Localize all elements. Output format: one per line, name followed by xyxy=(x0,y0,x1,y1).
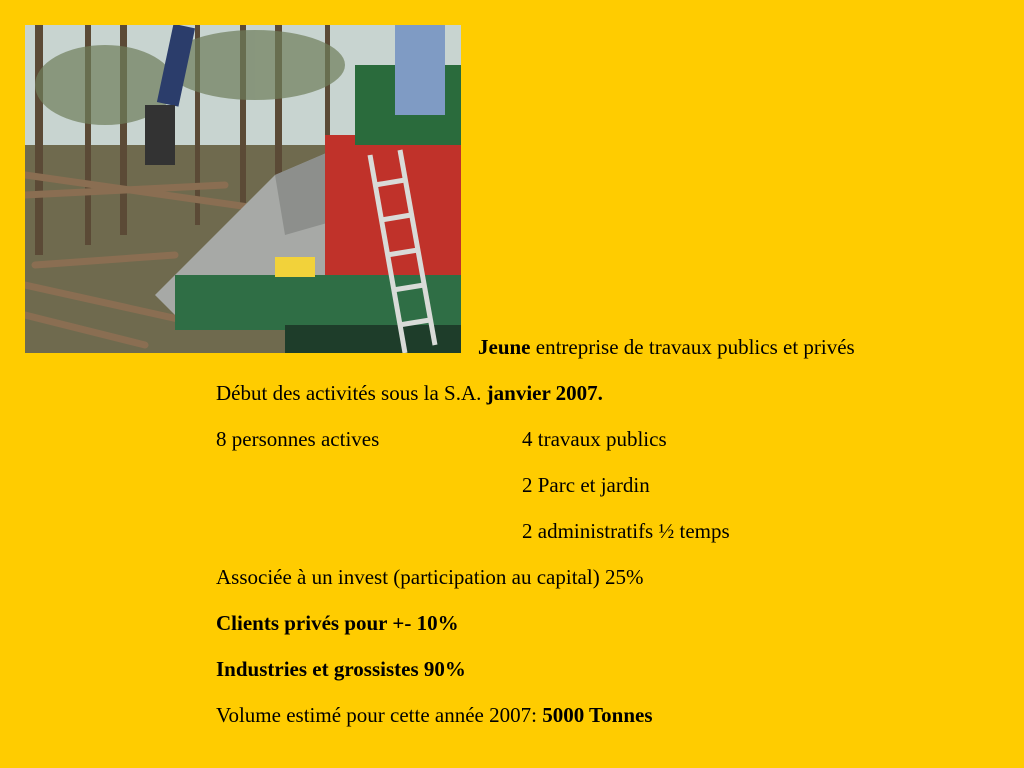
start-date-text: Début des activités sous la S.A. xyxy=(216,381,487,405)
intro-bold: Jeune xyxy=(478,335,531,359)
start-date-bold: janvier 2007. xyxy=(486,381,603,405)
volume-text: Volume estimé pour cette année 2007: xyxy=(216,703,543,727)
staff-admin: 2 administratifs ½ temps xyxy=(522,519,730,543)
staff-park-garden: 2 Parc et jardin xyxy=(522,473,650,497)
machine-photo xyxy=(25,25,461,353)
private-clients-line xyxy=(216,611,459,635)
volume-line xyxy=(216,703,653,727)
industries-bold: Industries et grossistes 90% xyxy=(216,657,466,681)
staff-count: 8 personnes actives xyxy=(216,427,380,451)
staff-public-works: 4 travaux publics xyxy=(522,427,667,451)
intro-text: entreprise de travaux publics et privés xyxy=(530,335,855,359)
start-date-line xyxy=(216,381,603,405)
volume-bold: 5000 Tonnes xyxy=(542,703,653,727)
staff-line xyxy=(216,427,379,451)
investor-line: Associée à un invest (participation au capital) 25% xyxy=(216,565,644,589)
intro-line xyxy=(478,335,855,359)
industries-line xyxy=(216,657,466,681)
private-clients-bold: Clients privés pour +- 10% xyxy=(216,611,459,635)
